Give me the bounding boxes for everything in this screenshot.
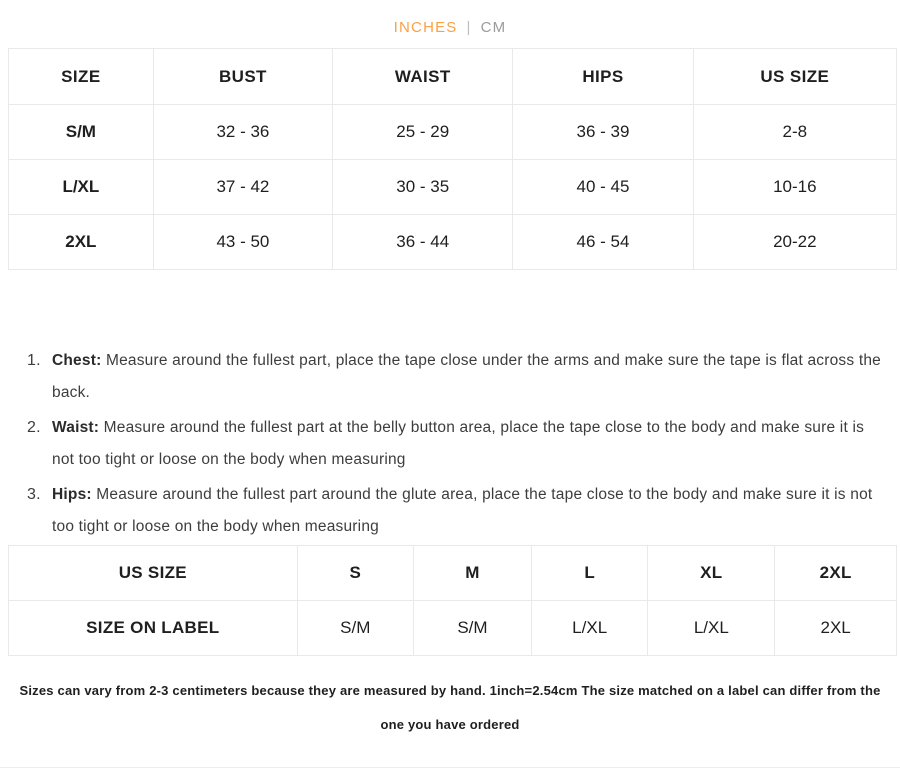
size-on-label-table xyxy=(8,545,897,656)
waist-cell: 36 - 44 xyxy=(333,215,513,270)
bust-column-header: BUST xyxy=(153,49,332,105)
toggle-divider: | xyxy=(466,19,472,36)
instruction-label: Chest: xyxy=(52,352,102,369)
label-for-m: S/M xyxy=(413,601,531,656)
instruction-item-hips xyxy=(27,479,883,543)
instruction-number: 1. xyxy=(27,352,41,369)
waist-cell: 30 - 35 xyxy=(333,160,513,215)
bottom-divider xyxy=(0,767,900,768)
size-variation-footnote: Sizes can vary from 2-3 centimeters because they are measured by hand. 1inch=2.54cm The size matched on a label can differ from the one you have ordered xyxy=(19,683,881,732)
instruction-text: Measure around the fullest part at the belly button area, place the tape close to the body and make sure it is not too tight or loose on the body when measuring xyxy=(52,419,865,468)
hips-cell: 46 - 54 xyxy=(513,215,693,270)
label-for-s: S/M xyxy=(297,601,413,656)
us-size-cell: 10-16 xyxy=(693,160,896,215)
us-size-m: M xyxy=(413,546,531,601)
size-on-label-row-label: SIZE ON LABEL xyxy=(9,601,298,656)
bust-cell: 32 - 36 xyxy=(153,105,332,160)
instruction-text: Measure around the fullest part around the glute area, place the tape close to the body and make sure it is not too tight or loose on the body when measuring xyxy=(52,486,873,535)
instruction-label: Waist: xyxy=(52,419,100,436)
size-table-header-row xyxy=(9,49,897,105)
unit-toggle xyxy=(0,19,900,36)
us-size-cell: 2-8 xyxy=(693,105,896,160)
us-size-s: S xyxy=(297,546,413,601)
size-measurements-table xyxy=(8,48,897,270)
cm-tab[interactable]: CM xyxy=(480,19,507,36)
table-row xyxy=(9,215,897,270)
instruction-text: Measure around the fullest part, place the tape close under the arms and make sure the tape is flat across the back. xyxy=(52,352,881,401)
instruction-number: 3. xyxy=(27,486,41,503)
us-size-row xyxy=(9,546,897,601)
label-for-l: L/XL xyxy=(532,601,648,656)
table-row xyxy=(9,105,897,160)
instruction-body xyxy=(52,479,883,543)
bust-cell: 37 - 42 xyxy=(153,160,332,215)
inches-tab[interactable]: INCHES xyxy=(393,19,458,36)
instruction-item-chest xyxy=(27,345,883,409)
bust-cell: 43 - 50 xyxy=(153,215,332,270)
instruction-number: 2. xyxy=(27,419,41,436)
size-column-header: SIZE xyxy=(9,49,154,105)
waist-column-header: WAIST xyxy=(333,49,513,105)
instruction-body xyxy=(52,412,883,476)
label-for-2xl: 2XL xyxy=(775,601,897,656)
waist-cell: 25 - 29 xyxy=(333,105,513,160)
instruction-label: Hips: xyxy=(52,486,92,503)
table-row xyxy=(9,160,897,215)
measuring-instructions xyxy=(27,345,883,546)
us-size-xl: XL xyxy=(648,546,775,601)
hips-cell: 40 - 45 xyxy=(513,160,693,215)
us-size-cell: 20-22 xyxy=(693,215,896,270)
size-on-label-row xyxy=(9,601,897,656)
size-cell: 2XL xyxy=(9,215,154,270)
us-size-2xl: 2XL xyxy=(775,546,897,601)
instruction-body xyxy=(52,345,883,409)
size-cell: L/XL xyxy=(9,160,154,215)
size-cell: S/M xyxy=(9,105,154,160)
us-size-l: L xyxy=(532,546,648,601)
label-for-xl: L/XL xyxy=(648,601,775,656)
hips-column-header: HIPS xyxy=(513,49,693,105)
us-size-column-header: US SIZE xyxy=(693,49,896,105)
us-size-row-label: US SIZE xyxy=(9,546,298,601)
hips-cell: 36 - 39 xyxy=(513,105,693,160)
instruction-item-waist xyxy=(27,412,883,476)
